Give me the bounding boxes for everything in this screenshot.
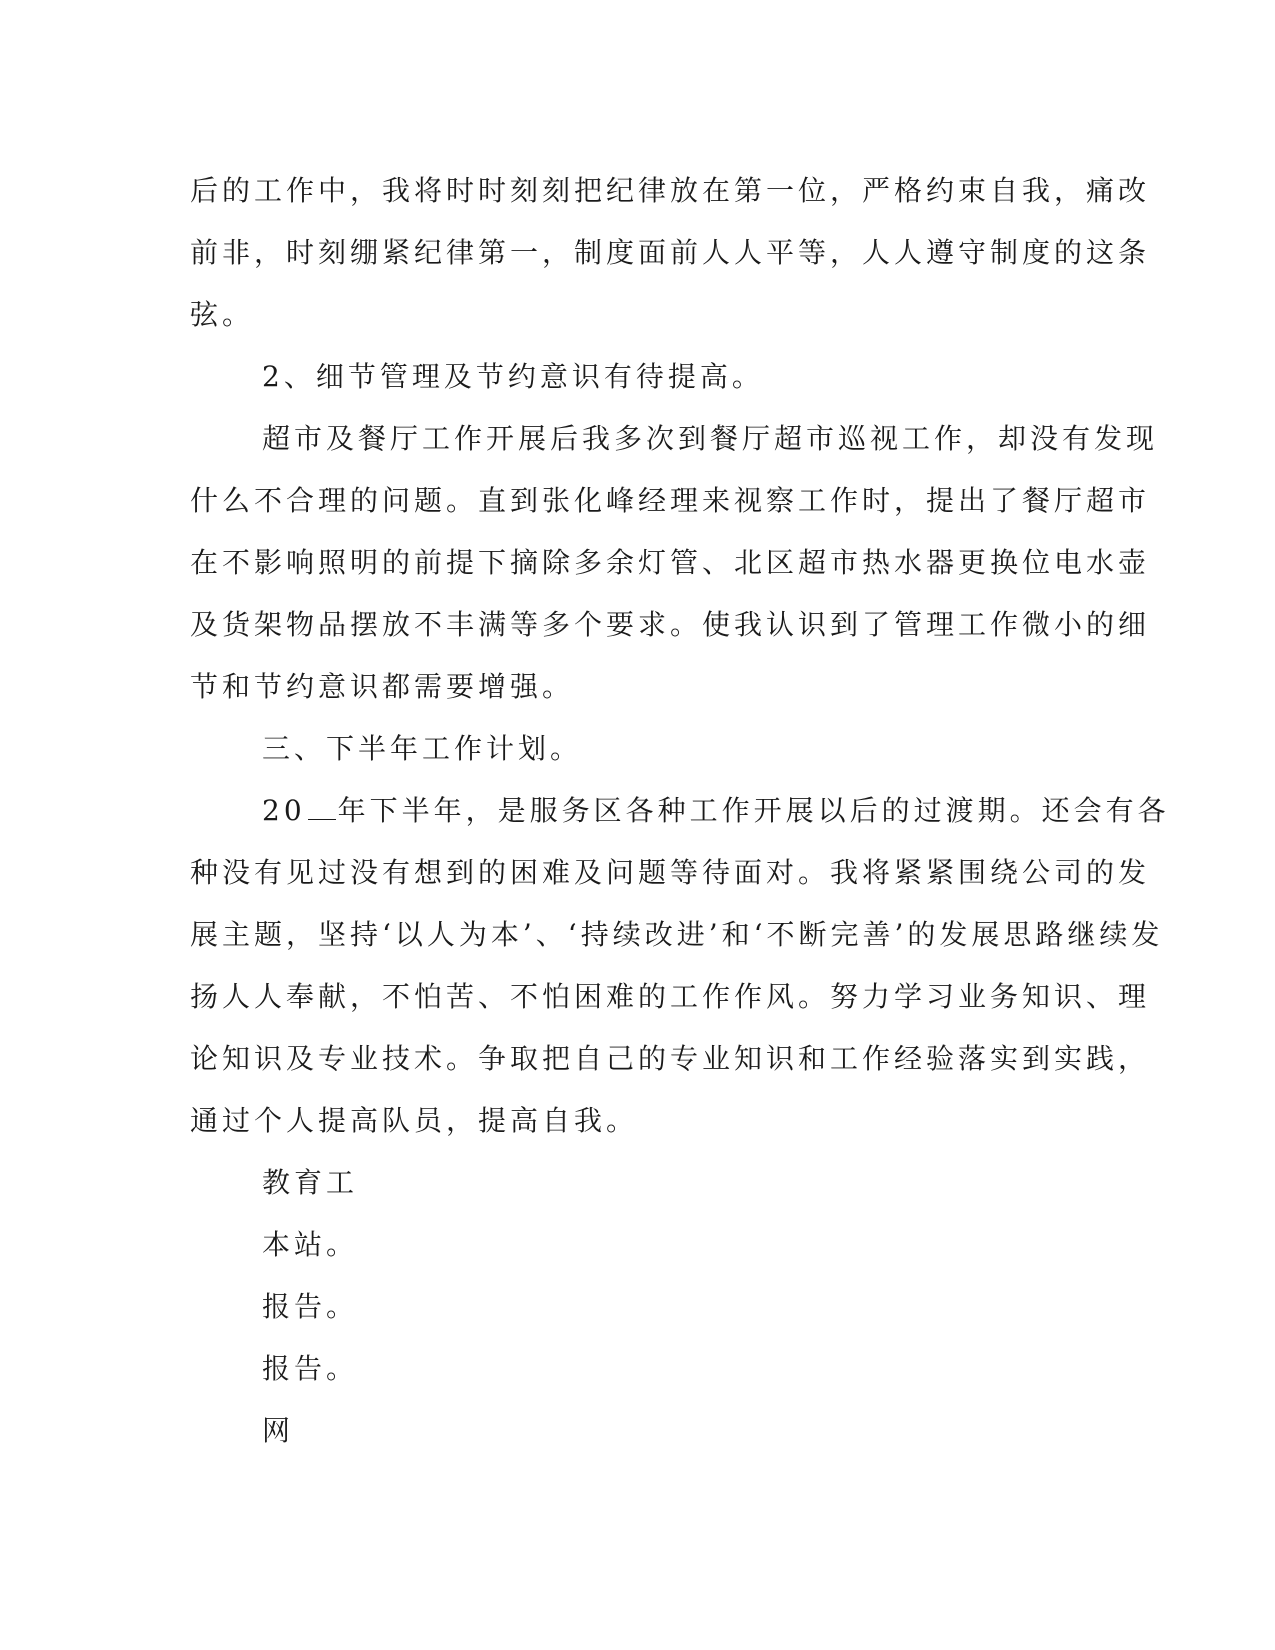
paragraph-3-line-1 xyxy=(190,780,1170,842)
paragraph-2-line-5: 节和节约意识都需要增强。 xyxy=(190,670,575,703)
paragraph-1-line-1: 后的工作中，我将时时刻刻把纪律放在第一位，严格约束自我，痛改 xyxy=(190,174,1151,207)
year-blank-underline xyxy=(308,795,336,820)
trailing-line-2: 本站。 xyxy=(262,1228,359,1261)
paragraph-2-line-2: 什么不合理的问题。直到张化峰经理来视察工作时，提出了餐厅超市 xyxy=(190,484,1151,517)
trailing-line-5: 网 xyxy=(262,1414,295,1447)
paragraph-3-line-2: 种没有见过没有想到的困难及问题等待面对。我将紧紧围绕公司的发 xyxy=(190,856,1151,889)
paragraph-3-line-1-text: 年下半年，是服务区各种工作开展以后的过渡期。还会有各 xyxy=(337,794,1170,827)
paragraph-2-line-3: 在不影响照明的前提下摘除多余灯管、北区超市热水器更换位电水壶 xyxy=(190,546,1151,579)
trailing-line-1: 教育工 xyxy=(262,1166,359,1199)
trailing-line-3: 报告。 xyxy=(262,1290,359,1323)
paragraph-1-line-3: 弦。 xyxy=(190,298,255,331)
paragraph-3-line-4: 扬人人奉献，不怕苦、不怕困难的工作作风。努力学习业务知识、理 xyxy=(190,980,1151,1013)
paragraph-2-line-1: 超市及餐厅工作开展后我多次到餐厅超市巡视工作，却没有发现 xyxy=(262,422,1159,455)
trailing-line-4: 报告。 xyxy=(262,1352,359,1385)
year-prefix: 20 xyxy=(262,794,306,827)
paragraph-1-line-2: 前非，时刻绷紧纪律第一，制度面前人人平等，人人遵守制度的这条 xyxy=(190,236,1151,269)
document-body xyxy=(190,160,1170,1462)
paragraph-3-line-3: 展主题，坚持‘以人为本’、‘持续改进’和‘不断完善’的发展思路继续发 xyxy=(190,918,1164,951)
section-heading-3: 三、下半年工作计划。 xyxy=(262,732,583,765)
paragraph-3-line-5: 论知识及专业技术。争取把自己的专业知识和工作经验落实到实践， xyxy=(190,1042,1151,1075)
section-heading-2: 2、细节管理及节约意识有待提高。 xyxy=(262,360,764,393)
paragraph-3-line-6: 通过个人提高队员，提高自我。 xyxy=(190,1104,639,1137)
paragraph-2-line-4: 及货架物品摆放不丰满等多个要求。使我认识到了管理工作微小的细 xyxy=(190,608,1151,641)
